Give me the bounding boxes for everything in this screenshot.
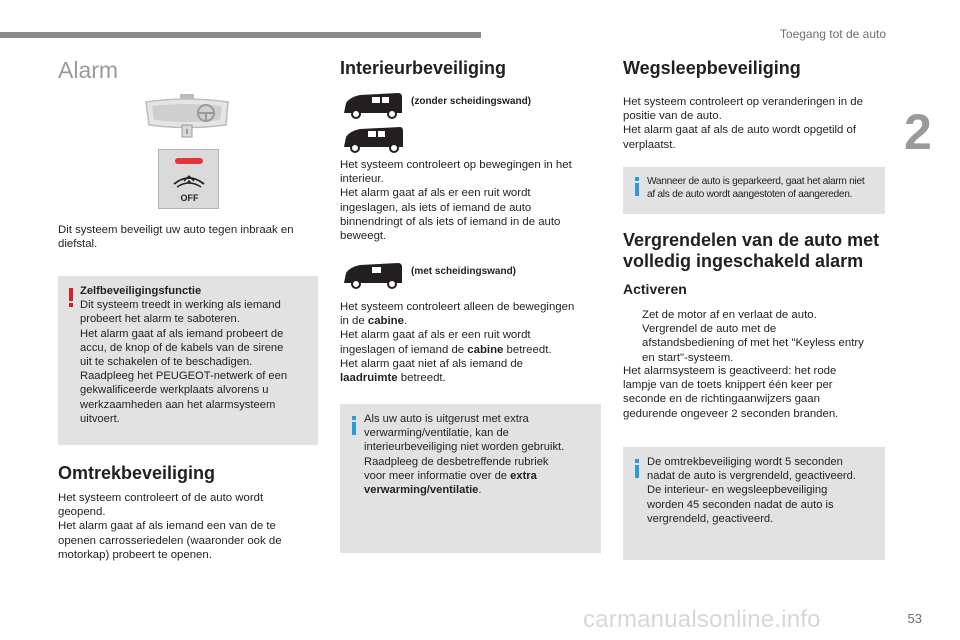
omtrek-line: openen carrosseriedelen (waaronder ook de	[58, 534, 282, 547]
info-line: interieurbeveiliging niet worden gebruikt.	[364, 441, 565, 454]
omtrek-title: Omtrekbeveiliging	[58, 463, 216, 483]
vergrendelen-line: gedurende ongeveer 2 seconden branden.	[623, 407, 839, 420]
step-text: afstandsbediening of met het "Keyless entry	[642, 337, 864, 350]
vergrendelen-line: lampje van de toets knippert één keer per	[623, 379, 833, 392]
interieur-line: Het alarm gaat af als er een ruit wordt	[340, 187, 531, 200]
interieur-line: ingeslagen, als iets of iemand de auto	[340, 201, 532, 214]
van-with-partition-icon	[342, 261, 404, 289]
chapter-number: 2	[904, 104, 932, 160]
alarm-off-button-illustration	[158, 149, 219, 209]
alarm-title: Alarm	[58, 57, 119, 83]
warning-line: accu, de knop of de kabels van de sirene	[80, 341, 284, 354]
off-label: OFF	[180, 193, 199, 203]
van-without-partition-icon	[342, 91, 404, 119]
warning-line: gekwalificeerde werkplaats alvorens u	[80, 384, 269, 397]
info-line: Raadpleeg de desbetreffende rubriek	[364, 455, 549, 468]
interieur-text-with	[340, 300, 602, 385]
interieur-with-line: ingeslagen of iemand de	[340, 343, 468, 356]
wegsleep-text	[623, 95, 889, 152]
watermark: carmanualsonline.info	[583, 606, 821, 633]
warning-box	[58, 276, 318, 445]
van-long-without-partition-icon	[342, 125, 404, 153]
info-icon	[351, 416, 357, 435]
bold-laadruimte: laadruimte	[340, 372, 398, 385]
info-line: verwarming/ventilatie, kan de	[364, 427, 509, 440]
warning-line: Raadpleeg het PEUGEOT-netwerk of een	[80, 370, 288, 383]
info-icon	[634, 177, 640, 196]
info-text	[647, 175, 883, 201]
info-line: De interieur- en wegsleepbeveiliging	[647, 484, 828, 497]
info-icon	[634, 459, 640, 478]
warning-line: werkzaamheden aan het alarmsysteem	[80, 398, 276, 411]
interieur-with-line: Het systeem controleert alleen de bewegingen	[340, 301, 575, 313]
list-item	[623, 308, 889, 322]
interieur-with-line: betreedt.	[503, 343, 552, 356]
label-without-partition: (zonder scheidingswand)	[411, 96, 532, 107]
warning-line: uitvoert.	[80, 412, 120, 425]
warning-line: Dit systeem treedt in werking als iemand	[80, 299, 281, 312]
wegsleep-line: verplaatst.	[623, 138, 676, 151]
info-box-verwarming	[340, 404, 601, 553]
info-line: Als uw auto is uitgerust met extra	[364, 413, 529, 425]
wegsleep-line: Het alarm gaat af als de auto wordt opgetild of	[623, 124, 857, 137]
bold-cabine: cabine	[367, 315, 404, 328]
interieur-line: Het systeem controleert op bewegingen in het	[340, 159, 572, 171]
info-line: af als de auto wordt aangestoten of aangereden.	[647, 189, 853, 200]
omtrek-text	[58, 491, 320, 562]
warning-line: Het alarm gaat af als iemand probeert de	[80, 327, 284, 340]
interieur-with-line: Het alarm gaat af als er een ruit wordt	[340, 329, 531, 342]
info-line: De omtrekbeveiliging wordt 5 seconden	[647, 456, 843, 468]
punct: .	[403, 315, 408, 328]
omtrek-line: Het alarm gaat af als iemand een van de te	[58, 520, 276, 533]
vergrendelen-text	[623, 364, 889, 421]
title-line: volledig ingeschakeld alarm	[623, 251, 864, 271]
info-line: vergrendeld, geactiveerd.	[647, 512, 774, 525]
title-line: Vergrendelen van de auto met	[623, 230, 880, 250]
step-text: Vergrendel de auto met de	[642, 323, 777, 336]
warning-line: uit te schakelen of te beschadigen.	[80, 356, 253, 369]
section-label: Toegang tot de auto	[779, 27, 886, 41]
interieur-title: Interieurbeveiliging	[340, 58, 507, 78]
omtrek-line: Het systeem controleert of de auto wordt	[58, 492, 264, 504]
alarm-intro: Dit systeem beveiligt uw auto tegen inbraak en diefstal.	[58, 224, 294, 251]
warning-line: probeert het alarm te saboteren.	[80, 313, 240, 326]
vergrendelen-line: Het alarmsysteem is geactiveerd: het rode	[623, 365, 837, 377]
omtrek-line: geopend.	[58, 506, 106, 519]
info-box-wegsleep	[623, 167, 885, 214]
wegsleep-title: Wegsleepbeveiliging	[623, 58, 801, 78]
info-line: voor meer informatie over de	[364, 469, 511, 482]
header-rule	[0, 32, 481, 38]
punct: .	[478, 484, 482, 497]
page-number: 53	[907, 611, 922, 626]
activeren-steps	[623, 308, 889, 365]
activeren-subtitle: Activeren	[623, 281, 687, 297]
interieur-line: interieur.	[340, 173, 384, 186]
rearview-mirror-illustration	[140, 92, 235, 140]
vergrendelen-line: seconde en de richtingaanwijzers gaan	[623, 393, 820, 406]
info-line: Wanneer de auto is geparkeerd, gaat het alarm niet	[647, 176, 865, 187]
info-text	[364, 412, 598, 497]
interieur-text-without	[340, 158, 602, 243]
bold-cabine: cabine	[467, 343, 504, 356]
warning-icon	[68, 288, 74, 307]
led-indicator	[175, 158, 203, 164]
interieur-line: beweegt.	[340, 230, 387, 243]
info-bold: extra	[510, 469, 537, 482]
interieur-line: binnendringt of als iets of iemand in de auto	[340, 215, 561, 228]
interieur-with-line: Het alarm gaat niet af als iemand de	[340, 357, 523, 370]
info-box-activering	[623, 447, 885, 560]
list-item	[623, 322, 889, 365]
interieur-with-line: betreedt.	[397, 372, 446, 385]
warning-heading: Zelfbeveiligingsfunctie	[80, 285, 202, 297]
vergrendelen-title	[623, 230, 889, 272]
wegsleep-line: Het systeem controleert op veranderingen in de	[623, 96, 863, 108]
warning-text	[80, 284, 316, 426]
info-line: worden 45 seconden nadat de auto is	[647, 498, 834, 511]
info-line: nadat de auto is vergrendeld, geactiveerd.	[647, 470, 856, 483]
wegsleep-line: positie van de auto.	[623, 110, 722, 123]
label-with-partition: (met scheidingswand)	[411, 266, 517, 277]
info-bold: verwarming/ventilatie	[364, 484, 479, 497]
car-alarm-icon	[172, 170, 206, 190]
omtrek-line: motorkap) probeert te openen.	[58, 548, 212, 561]
info-text	[647, 455, 883, 526]
step-text: Zet de motor af en verlaat de auto.	[642, 309, 817, 321]
step-text: en start"-systeem.	[642, 351, 734, 364]
interieur-with-line: in de	[340, 315, 368, 328]
